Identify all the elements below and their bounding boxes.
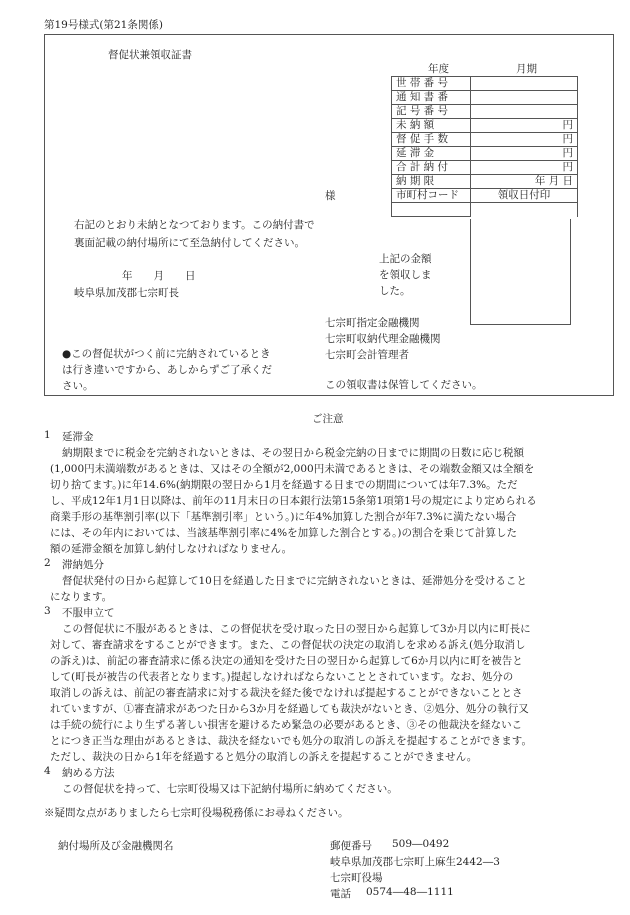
mayor-name: 岐阜県加茂郡七宗町長 bbox=[74, 287, 179, 299]
row-label: 世 帯 番 号 bbox=[392, 77, 471, 91]
row-value bbox=[471, 105, 578, 119]
table-row bbox=[392, 105, 578, 119]
table-row bbox=[392, 147, 578, 161]
section-1-line: には、その年内においては、当該基準割引率に4%を加算した割合とする。)の割合を乗じて計算した bbox=[50, 527, 518, 539]
stamp-area bbox=[471, 203, 578, 217]
section-1-number: 1 bbox=[44, 429, 51, 441]
section-3-line: 取消しの訴えは、前記の審査請求に対する裁決を経た後でなければ提起することができないこととさ bbox=[50, 687, 523, 699]
row-label: 納 期 限 bbox=[392, 175, 471, 189]
keep-receipt-note: この領収書は保管してください。 bbox=[325, 379, 483, 391]
period-label: 月期 bbox=[516, 63, 537, 75]
address: 岐阜県加茂郡七宗町上麻生2442―3 bbox=[330, 856, 500, 868]
section-3-title: 不服申立て bbox=[62, 607, 115, 619]
form-number: 第19号様式(第21条関係) bbox=[44, 19, 163, 31]
table-row bbox=[392, 133, 578, 147]
table-row bbox=[392, 203, 578, 217]
section-1-line: し、平成12年1月1日以降は、前年の11月末日の日本銀行法第15条第1項第1号の規定により定められる bbox=[50, 495, 537, 507]
section-3-line: れていますが、①審査請求があつた日から3か月を経過しても裁決がないとき、②処分、処分の執行又 bbox=[50, 703, 529, 715]
section-2-line: になります。 bbox=[50, 591, 113, 603]
postal-code: 509―0492 bbox=[392, 838, 450, 850]
institution-3: 七宗町会計管理者 bbox=[325, 349, 409, 361]
notes-title: ご注意 bbox=[312, 413, 344, 425]
date-line: 年 月 日 bbox=[122, 270, 196, 282]
table-row bbox=[392, 161, 578, 175]
section-1-title: 延滞金 bbox=[62, 431, 94, 443]
row-label-empty bbox=[392, 203, 471, 217]
row-label: 合 計 納 付 bbox=[392, 161, 471, 175]
postal-label: 郵便番号 bbox=[330, 840, 372, 852]
table-row bbox=[392, 91, 578, 105]
receipt-stamp-box bbox=[470, 219, 571, 325]
row-value bbox=[471, 91, 578, 105]
row-value: 円 bbox=[471, 147, 578, 161]
info-table bbox=[391, 76, 578, 217]
notice-line-2: 裏面記載の納付場所にて至急納付してください。 bbox=[74, 237, 305, 249]
table-row bbox=[392, 189, 578, 203]
row-value: 円 bbox=[471, 119, 578, 133]
office-name: 七宗町役場 bbox=[330, 872, 383, 884]
section-2-title: 滞納処分 bbox=[62, 559, 104, 571]
section-3-line: この督促状に不服があるときは、この督促状を受け取った日の翌日から起算して3か月以内に町長に bbox=[62, 623, 531, 635]
inquiry-note: ※疑問な点がありましたら七宗町役場税務係にお尋ねください。 bbox=[44, 807, 349, 819]
apology-line-2: は行き違いですから、あしからずご了承くだ bbox=[62, 364, 272, 376]
row-label: 市町村コード bbox=[392, 189, 471, 203]
payment-place-label: 納付場所及び金融機関名 bbox=[58, 840, 174, 852]
row-value: 円 bbox=[471, 133, 578, 147]
table-row bbox=[392, 175, 578, 189]
section-3-line: の訴え)は、前記の審査請求に係る決定の通知を受けた日の翌日から起算して6か月以内に町を被告と bbox=[50, 655, 523, 667]
phone-number: 0574―48―1111 bbox=[366, 886, 454, 898]
section-3-line: とにつき正当な理由があるときは、裁決を経ないでも処分の取消しの訴えを提起することができます。 bbox=[50, 735, 532, 747]
table-row bbox=[392, 77, 578, 91]
section-3-number: 3 bbox=[44, 605, 51, 617]
section-1-line: (1,000円未満端数があるときは、又はその全額が2,000円未満であるときは、その端数金額又は全額を bbox=[50, 463, 535, 475]
institution-1: 七宗町指定金融機関 bbox=[325, 317, 420, 329]
sama-label: 様 bbox=[325, 190, 336, 202]
year-label: 年度 bbox=[428, 63, 449, 75]
section-1-line: 額の延滞金額を加算し納付しなければなりません。 bbox=[50, 543, 293, 555]
section-1-line: 商業手形の基準割引率(以下「基準割引率」という。)に年4%加算した割合が年7.3%に満たない場合 bbox=[50, 511, 517, 523]
receipt-line-2: を領収しま bbox=[379, 269, 432, 281]
row-value: 円 bbox=[471, 161, 578, 175]
receipt-line-3: した。 bbox=[379, 285, 411, 297]
section-1-line: 納期限までに税金を完納されないときは、その翌日から税金完納の日までに期間の日数に応じ税額 bbox=[62, 447, 524, 459]
row-value bbox=[471, 77, 578, 91]
table-row bbox=[392, 119, 578, 133]
row-label: 督 促 手 数 bbox=[392, 133, 471, 147]
form-title: 督促状兼領収証書 bbox=[108, 49, 192, 61]
row-value: 領収日付印 bbox=[471, 189, 578, 203]
section-3-line: 対して、審査請求をすることができます。また、この督促状の決定の取消しを求める訴え(処分取消し bbox=[50, 639, 526, 651]
apology-line-1: ●この督促状がつく前に完納されているとき bbox=[62, 348, 271, 360]
section-3-line: して(町長が被告の代表者となります。)提起しなければならないこととされています。なお、処分の bbox=[50, 671, 514, 683]
row-label: 通 知 書 番 bbox=[392, 91, 471, 105]
section-2-line: 督促状発付の日から起算して10日を経過した日までに完納されないときは、延滞処分を受けること bbox=[62, 575, 527, 587]
section-1-line: 切り捨てます。)に年14.6%(納期限の翌日から1月を経過する日までの期間については年7.3%。ただ bbox=[50, 479, 518, 491]
section-4-title: 納める方法 bbox=[62, 767, 115, 779]
row-label: 未 納 額 bbox=[392, 119, 471, 133]
section-3-line: ただし、裁決の日から1年を経過すると処分の取消しの訴えを提起することができません。 bbox=[50, 751, 478, 763]
row-value: 年 月 日 bbox=[471, 175, 578, 189]
section-4-line: この督促状を持って、七宗町役場又は下記納付場所に納めてください。 bbox=[62, 783, 398, 795]
row-label: 延 滞 金 bbox=[392, 147, 471, 161]
notice-line-1: 右記のとおり未納となつております。この納付書で bbox=[74, 219, 315, 231]
row-label: 記 号 番 号 bbox=[392, 105, 471, 119]
receipt-line-1: 上記の金額 bbox=[379, 253, 432, 265]
phone-label: 電話 bbox=[330, 888, 351, 900]
institution-2: 七宗町収納代理金融機関 bbox=[325, 333, 441, 345]
section-3-line: は手続の続行により生ずる著しい損害を避けるため緊急の必要があるとき、③その他裁決を経ないこ bbox=[50, 719, 523, 731]
section-4-number: 4 bbox=[44, 765, 51, 777]
section-2-number: 2 bbox=[44, 557, 51, 569]
apology-line-3: さい。 bbox=[62, 380, 94, 392]
